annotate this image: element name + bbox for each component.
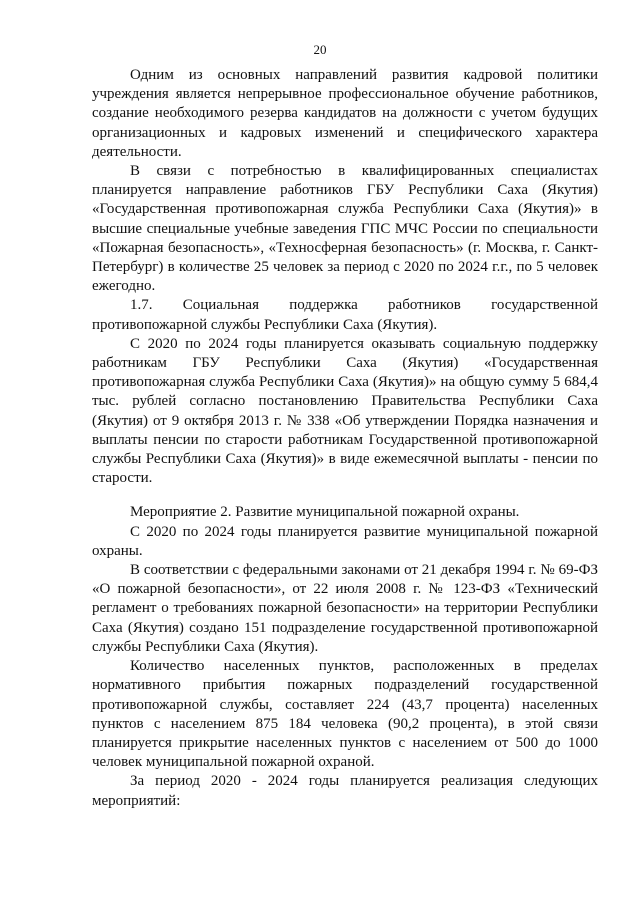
page-number: 20 xyxy=(313,42,327,57)
paragraph-settlements: Количество населенных пунктов, расположенных в пределах нормативного прибытия пожарных подразделений государственной противопожарной службы, составляет 224 (43,7 процента) населенных пунктов с населением 875 184 человека (90,2 процента), в этой связи планируется прикрытие населенных пунктов с населением от 500 до 1000 человек муниципальной пожарной охраной. xyxy=(92,658,598,771)
paragraph-specialists: В связи с потребностью в квалифицированных специалистах планируется направление работников ГБУ Республики Саха (Якутия) «Государственная противопожарная служба Республики Саха (Якутия)» в высшие специальные учебные заведения ГПС МЧС России по специальности «Пожарная безопасность», «Техносферная безопасность» (г. Москва, г. Санкт-Петербург) в количестве 25 человек за период с 2020 по 2024 г.г., по 5 человек ежегодно. xyxy=(92,163,598,295)
paragraph-training: Одним из основных направлений развития кадровой политики учреждения является непрерывное профессиональное обучение работников, создание необходимого резерва кандидатов на должности с учетом будущих организационных и кадровых изменений и специфического характера деятельности. xyxy=(92,67,598,160)
paragraph-planned-measures: За период 2020 - 2024 годы планируется реализация следующих мероприятий: xyxy=(92,773,598,809)
measure-2-heading: Мероприятие 2. Развитие муниципальной пожарной охраны. xyxy=(130,504,520,521)
paragraph-federal-laws: В соответствии с федеральными законами от 21 декабря 1994 г. № 69-ФЗ «О пожарной безопасности», от 22 июля 2008 г. № 123-ФЗ «Технический регламент о требованиях пожарной безопасности» на территории Республики Саха (Якутия) создано 151 подразделение государственной противопожарной службы Республики Саха (Якутия). xyxy=(92,562,598,655)
paragraph-social-support: С 2020 по 2024 годы планируется оказывать социальную поддержку работникам ГБУ Республики Саха (Якутия) «Государственная противопожарная служба Республики Саха (Якутия)» на общую сумму 5 684,4 тыс. рублей согласно постановлению Правительства Республики Саха (Якутия) от 9 октября 2013 г. № 338 «Об утверждении Порядка назначения и выплаты пенсии по старости работникам Государственной противопожарной службы Республики Саха (Якутия)» в виде ежемесячной выплаты - пенсии по старости. xyxy=(92,335,598,487)
paragraph-municipal-development: С 2020 по 2024 годы планируется развитие муниципальной пожарной охраны. xyxy=(92,523,598,559)
document-body xyxy=(92,66,598,811)
section-heading-1-7: 1.7. Социальная поддержка работников государственной противопожарной службы Республики Саха (Якутия). xyxy=(92,297,598,333)
